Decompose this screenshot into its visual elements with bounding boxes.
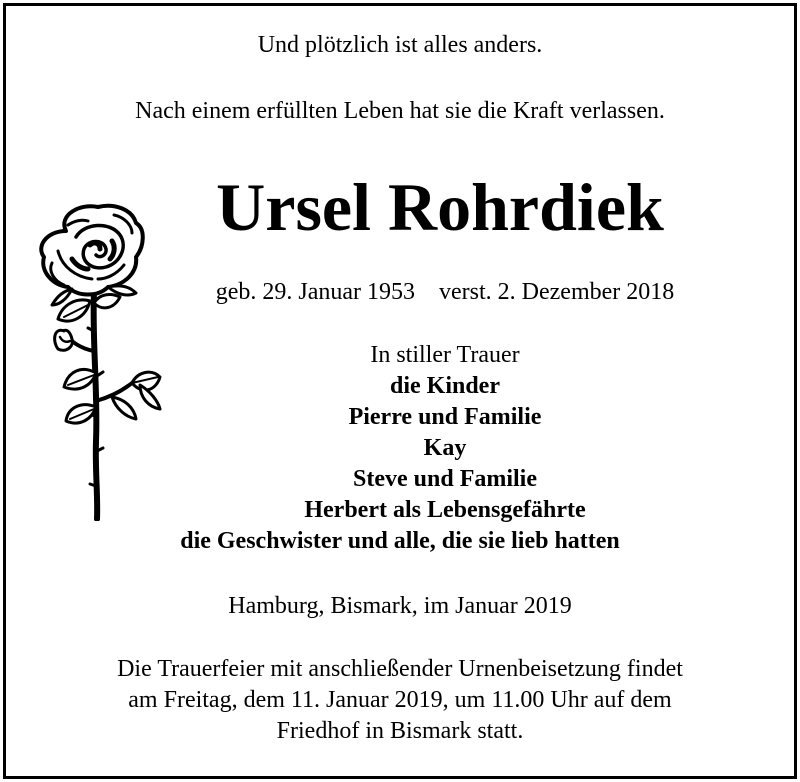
mourner-steve: Steve und Familie: [353, 466, 537, 492]
funeral-line-2: am Freitag, dem 11. Januar 2019, um 11.00 Uhr auf dem: [128, 687, 672, 713]
life-dates: [156, 279, 734, 306]
mourner-pierre: Pierre und Familie: [348, 404, 542, 430]
rose-icon: [28, 201, 173, 521]
obituary-notice: [3, 3, 797, 779]
mourner-herbert: Herbert als Lebensgefährte: [304, 497, 586, 523]
intro-line-1: Und plötzlich ist alles anders.: [257, 32, 543, 58]
mourner-kay: Kay: [423, 435, 467, 461]
deceased-name: Ursel Rohrdiek: [216, 169, 664, 245]
funeral-line-1: Die Trauerfeier mit anschließender Urnenbeisetzung findet: [117, 656, 683, 682]
funeral-line-3: Friedhof in Bismark statt.: [276, 718, 524, 744]
mourner-siblings: die Geschwister und alle, die sie lieb hatten: [180, 528, 620, 554]
birth-date: geb. 29. Januar 1953: [215, 279, 416, 305]
mourner-children: die Kinder: [389, 373, 500, 399]
death-date: verst. 2. Dezember 2018: [439, 279, 675, 305]
mourning-heading: In stiller Trauer: [370, 342, 520, 368]
intro-line-2: Nach einem erfüllten Leben hat sie die Kraft verlassen.: [135, 98, 665, 124]
place-and-date: Hamburg, Bismark, im Januar 2019: [228, 593, 572, 619]
